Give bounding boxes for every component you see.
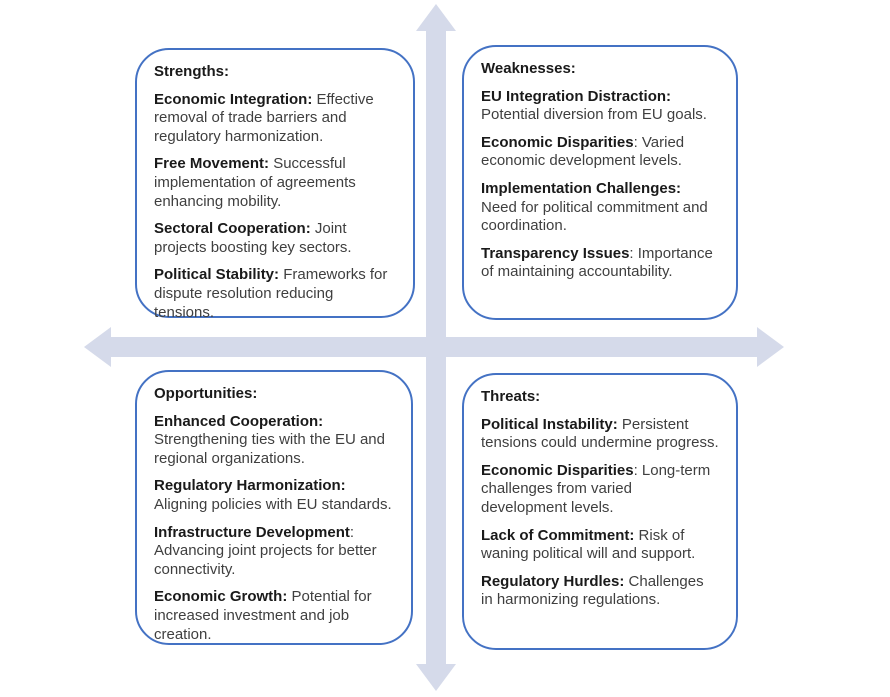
item-text: Effective removal of trade barriers and regulatory harmonization. — [154, 90, 374, 145]
item-text: : Varied economic development levels. — [481, 133, 685, 170]
item-text: Potential diversion from EU goals. — [481, 106, 707, 124]
list-item — [154, 477, 394, 514]
item-term: Economic Disparities — [481, 461, 634, 479]
opportunities-title: Opportunities: — [154, 385, 258, 402]
list-item — [154, 266, 396, 322]
horizontal-axis-shaft — [110, 337, 758, 357]
quadrant-opportunities — [135, 370, 413, 645]
item-text: Joint projects boosting key sectors. — [154, 220, 352, 256]
strengths-title: Strengths: — [154, 63, 229, 80]
item-term: Regulatory Hurdles: — [481, 572, 625, 590]
list-item — [481, 462, 719, 518]
threats-title: Threats: — [481, 388, 541, 405]
item-text: Successful implementation of agreements enhancing mobility. — [154, 155, 356, 210]
item-term: Economic Integration: — [154, 90, 313, 108]
item-text: Risk of waning political will and support. — [481, 526, 696, 563]
item-term: Sectoral Cooperation: — [154, 220, 311, 238]
item-term: Political Instability: — [481, 415, 618, 433]
arrow-right-icon — [757, 327, 784, 367]
item-term: Implementation Challenges: — [481, 179, 682, 197]
item-term: Transparency Issues — [481, 244, 630, 262]
item-term: Regulatory Harmonization: — [154, 477, 346, 495]
item-text: : Importance of maintaining accountability. — [481, 244, 713, 281]
list-item — [154, 524, 394, 580]
arrow-up-icon — [416, 4, 456, 31]
list-item — [481, 180, 719, 236]
item-term: EU Integration Distraction: — [481, 87, 672, 105]
item-term: Political Stability: — [154, 266, 280, 284]
item-text: : Long-term challenges from varied development levels. — [481, 461, 711, 516]
item-text: Potential for increased investment and job creation. — [154, 588, 372, 643]
list-item — [154, 588, 394, 644]
list-item — [481, 416, 719, 453]
list-item — [481, 527, 719, 564]
item-term: Free Movement: — [154, 155, 270, 173]
quadrant-strengths — [135, 48, 415, 321]
list-item — [481, 245, 719, 282]
list-item — [481, 134, 719, 171]
item-term: Enhanced Cooperation: — [154, 412, 324, 430]
item-text: Aligning policies with EU standards. — [154, 495, 392, 513]
item-term: Economic Growth: — [154, 588, 288, 606]
weaknesses-title: Weaknesses: — [481, 60, 576, 77]
arrow-left-icon — [84, 327, 111, 367]
item-term: Economic Disparities — [481, 133, 634, 151]
item-text: Challenges in harmonizing regulations. — [481, 572, 704, 609]
item-text: Need for political commitment and coordination. — [481, 198, 708, 235]
list-item — [154, 413, 394, 469]
arrow-down-icon — [416, 664, 456, 691]
item-text: : Advancing joint projects for better connectivity. — [154, 523, 377, 578]
item-text: Frameworks for dispute resolution reducing tensions. — [154, 266, 388, 321]
list-item — [481, 88, 719, 125]
quadrant-weaknesses — [462, 45, 738, 320]
list-item — [154, 155, 396, 211]
item-term: Lack of Commitment: — [481, 526, 635, 544]
item-term: Infrastructure Development — [154, 523, 350, 541]
list-item — [154, 220, 396, 257]
item-text: Strengthening ties with the EU and regional organizations. — [154, 431, 385, 467]
list-item — [481, 573, 719, 610]
item-text: Persistent tensions could undermine progress. — [481, 415, 719, 452]
quadrant-threats — [462, 373, 738, 650]
list-item — [154, 91, 396, 147]
